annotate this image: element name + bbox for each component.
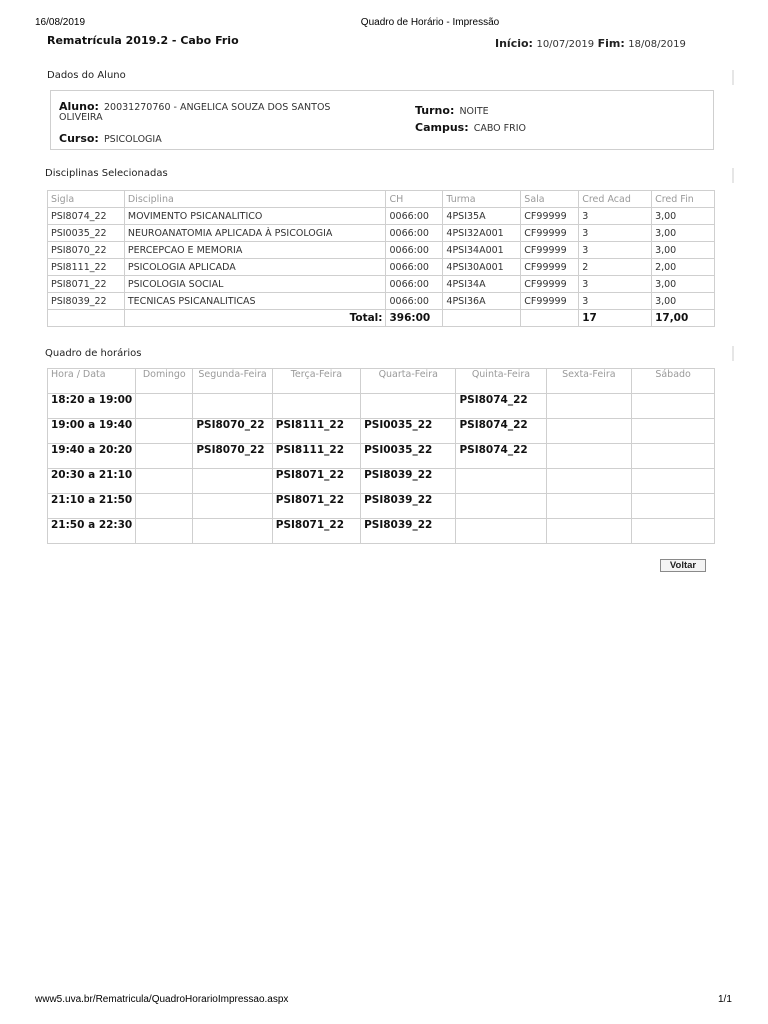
schedule-cell: PSI8111_22: [272, 419, 360, 444]
schedule-column-header: Terça-Feira: [272, 369, 360, 394]
table-cell: 4PSI35A: [443, 208, 521, 225]
schedule-column-header: Quinta-Feira: [456, 369, 546, 394]
enrollment-period: [495, 37, 686, 50]
table-cell: PSI8111_22: [48, 259, 125, 276]
schedule-cell: [632, 394, 715, 419]
student-section-title: Dados do Aluno: [47, 70, 126, 81]
schedule-cell: PSI8071_22: [272, 469, 360, 494]
start-value: 10/07/2019: [536, 39, 595, 50]
schedule-cell: [632, 469, 715, 494]
schedule-cell: [456, 519, 546, 544]
print-title: Quadro de Horário - Impressão: [360, 17, 500, 28]
campus-label: Campus:: [415, 121, 469, 134]
schedule-cell: PSI0035_22: [361, 419, 456, 444]
disciplines-total-row: [48, 310, 715, 327]
disciplines-column-header: Cred Fin: [652, 191, 715, 208]
campus-block: [415, 116, 526, 135]
table-row: [48, 494, 715, 519]
schedule-cell: [136, 444, 193, 469]
schedule-cell: [546, 394, 632, 419]
table-cell: 0066:00: [386, 225, 443, 242]
table-row: [48, 276, 715, 293]
table-row: [48, 225, 715, 242]
table-row: [48, 394, 715, 419]
schedule-column-header: Sábado: [632, 369, 715, 394]
schedule-cell: [632, 519, 715, 544]
schedule-cell: PSI8039_22: [361, 519, 456, 544]
table-cell: 3: [579, 225, 652, 242]
disciplines-column-header: CH: [386, 191, 443, 208]
schedule-cell: [546, 519, 632, 544]
table-cell: 4PSI32A001: [443, 225, 521, 242]
schedule-cell: PSI8071_22: [272, 494, 360, 519]
time-slot: 21:50 a 22:30: [48, 519, 136, 544]
schedule-cell: PSI8039_22: [361, 494, 456, 519]
table-cell: 4PSI36A: [443, 293, 521, 310]
table-cell: 3,00: [652, 293, 715, 310]
schedule-table: [47, 368, 715, 544]
total-cred-fin: 17,00: [652, 310, 715, 327]
schedule-cell: [361, 394, 456, 419]
table-cell: 0066:00: [386, 208, 443, 225]
schedule-cell: PSI0035_22: [361, 444, 456, 469]
table-row: [48, 469, 715, 494]
table-cell: PSI8074_22: [48, 208, 125, 225]
table-row: [48, 293, 715, 310]
schedule-column-header: Hora / Data: [48, 369, 136, 394]
schedule-cell: [136, 494, 193, 519]
start-label: Início:: [495, 37, 533, 50]
student-name-block: [59, 99, 359, 113]
schedule-cell: [632, 444, 715, 469]
table-row: [48, 259, 715, 276]
table-cell: PSI0035_22: [48, 225, 125, 242]
table-cell: [521, 310, 579, 327]
schedule-cell: [272, 394, 360, 419]
table-cell: 2,00: [652, 259, 715, 276]
table-cell: 4PSI30A001: [443, 259, 521, 276]
schedule-cell: [136, 469, 193, 494]
print-page-number: 1/1: [718, 994, 732, 1005]
schedule-cell: PSI8070_22: [193, 419, 272, 444]
schedule-cell: PSI8074_22: [456, 419, 546, 444]
table-cell: TECNICAS PSICANALITICAS: [124, 293, 386, 310]
time-slot: 19:40 a 20:20: [48, 444, 136, 469]
schedule-cell: [632, 494, 715, 519]
curso-block: [59, 127, 162, 146]
table-row: [48, 242, 715, 259]
schedule-cell: [546, 494, 632, 519]
table-cell: 3,00: [652, 225, 715, 242]
schedule-cell: [193, 494, 272, 519]
schedule-cell: [136, 394, 193, 419]
table-cell: 3: [579, 242, 652, 259]
curso-value: PSICOLOGIA: [103, 134, 162, 145]
edge-mark: [732, 70, 734, 85]
table-row: [48, 419, 715, 444]
table-cell: NEUROANATOMIA APLICADA À PSICOLOGIA: [124, 225, 386, 242]
table-cell: 4PSI34A: [443, 276, 521, 293]
print-url: www5.uva.br/Rematricula/QuadroHorarioImpressao.aspx: [35, 994, 289, 1005]
print-date: 16/08/2019: [35, 17, 86, 28]
table-row: [48, 208, 715, 225]
schedule-cell: PSI8074_22: [456, 394, 546, 419]
schedule-cell: [136, 519, 193, 544]
schedule-cell: [456, 469, 546, 494]
table-row: [48, 519, 715, 544]
schedule-cell: PSI8071_22: [272, 519, 360, 544]
table-cell: PSI8071_22: [48, 276, 125, 293]
table-cell: 0066:00: [386, 259, 443, 276]
table-cell: CF99999: [521, 208, 579, 225]
table-cell: 3: [579, 208, 652, 225]
table-cell: PSI8039_22: [48, 293, 125, 310]
aluno-value: 20031270760 - ANGELICA SOUZA DOS SANTOS: [104, 102, 331, 113]
disciplines-header-row: [48, 191, 715, 208]
schedule-cell: [193, 394, 272, 419]
schedule-section-title: Quadro de horários: [45, 348, 142, 359]
schedule-cell: [632, 419, 715, 444]
table-cell: PSICOLOGIA SOCIAL: [124, 276, 386, 293]
schedule-cell: [193, 469, 272, 494]
table-cell: PSICOLOGIA APLICADA: [124, 259, 386, 276]
table-cell: [48, 310, 125, 327]
table-row: [48, 444, 715, 469]
disciplines-section-title: Disciplinas Selecionadas: [45, 168, 168, 179]
table-cell: 3,00: [652, 208, 715, 225]
aluno-value-continued: OLIVEIRA: [59, 112, 103, 123]
table-cell: CF99999: [521, 293, 579, 310]
time-slot: 18:20 a 19:00: [48, 394, 136, 419]
table-cell: PERCEPCAO E MEMORIA: [124, 242, 386, 259]
disciplines-column-header: Cred Acad: [579, 191, 652, 208]
schedule-column-header: Quarta-Feira: [361, 369, 456, 394]
schedule-cell: [136, 419, 193, 444]
total-label: Total:: [124, 310, 386, 327]
schedule-header-row: [48, 369, 715, 394]
table-cell: CF99999: [521, 259, 579, 276]
curso-label: Curso:: [59, 132, 99, 145]
table-cell: 3: [579, 276, 652, 293]
disciplines-column-header: Turma: [443, 191, 521, 208]
schedule-cell: [193, 519, 272, 544]
back-button[interactable]: Voltar: [660, 559, 706, 572]
schedule-cell: PSI8111_22: [272, 444, 360, 469]
table-cell: PSI8070_22: [48, 242, 125, 259]
schedule-cell: [546, 444, 632, 469]
schedule-column-header: Domingo: [136, 369, 193, 394]
end-label: Fim:: [597, 37, 625, 50]
edge-mark: [732, 346, 734, 361]
schedule-cell: PSI8074_22: [456, 444, 546, 469]
end-value: 18/08/2019: [628, 39, 686, 50]
turno-value: NOITE: [459, 106, 489, 117]
time-slot: 20:30 a 21:10: [48, 469, 136, 494]
total-ch: 396:00: [386, 310, 443, 327]
total-cred-acad: 17: [579, 310, 652, 327]
schedule-cell: [546, 419, 632, 444]
table-cell: MOVIMENTO PSICANALITICO: [124, 208, 386, 225]
schedule-cell: [546, 469, 632, 494]
table-cell: CF99999: [521, 276, 579, 293]
table-cell: CF99999: [521, 242, 579, 259]
table-cell: 3,00: [652, 242, 715, 259]
table-cell: 4PSI34A001: [443, 242, 521, 259]
disciplines-column-header: Sala: [521, 191, 579, 208]
edge-mark: [732, 168, 734, 183]
turno-label: Turno:: [415, 104, 455, 117]
table-cell: 0066:00: [386, 276, 443, 293]
schedule-cell: PSI8070_22: [193, 444, 272, 469]
disciplines-table: [47, 190, 715, 327]
table-cell: 0066:00: [386, 242, 443, 259]
schedule-cell: [456, 494, 546, 519]
table-cell: CF99999: [521, 225, 579, 242]
table-cell: [443, 310, 521, 327]
schedule-column-header: Segunda-Feira: [193, 369, 272, 394]
disciplines-column-header: Disciplina: [124, 191, 386, 208]
aluno-label: Aluno:: [59, 100, 99, 113]
schedule-cell: PSI8039_22: [361, 469, 456, 494]
schedule-column-header: Sexta-Feira: [546, 369, 632, 394]
campus-value: CABO FRIO: [473, 123, 527, 134]
table-cell: 2: [579, 259, 652, 276]
time-slot: 21:10 a 21:50: [48, 494, 136, 519]
table-cell: 3: [579, 293, 652, 310]
disciplines-column-header: Sigla: [48, 191, 125, 208]
table-cell: 0066:00: [386, 293, 443, 310]
time-slot: 19:00 a 19:40: [48, 419, 136, 444]
table-cell: 3,00: [652, 276, 715, 293]
page-title: Rematrícula 2019.2 - Cabo Frio: [47, 34, 239, 47]
